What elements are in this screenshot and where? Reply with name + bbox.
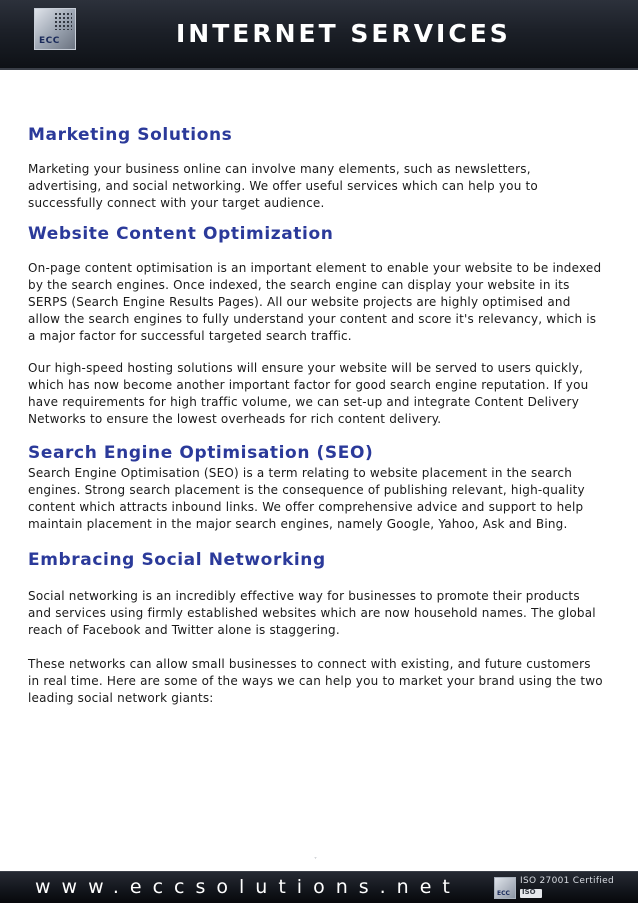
paragraph-social-2: These networks can allow small businesses to connect with existing, and future customers in real time. Here are some of the ways we can help you to market your brand using the two leading social network giants: [28,657,603,705]
logo-dot-pattern [54,12,72,30]
badge-text: ECC [497,890,510,897]
paragraph-social-1: Social networking is an incredibly effective way for businesses to promote their products and services using firmly established websites which are now household names. The global reach of Facebook and Twitter alone is staggering. [28,589,596,637]
main-content [28,120,604,707]
heading-social-networking: Embracing Social Networking [28,550,326,570]
paragraph-seo: Search Engine Optimisation (SEO) is a term relating to website placement in the search engines. Strong search placement is the consequence of publishing relevant, high-quality content which attracts inbound links. We offer comprehensive advice and support to help maintain placement in the major search engines, namely Google, Yahoo, Ask and Bing. [28,466,585,531]
logo-text: ECC [39,36,60,46]
paragraph-hosting: Our high-speed hosting solutions will ensure your website will be served to users quickly, which has now become another important factor for good search engine reputation. If you have requirements for high traffic volume, we can set-up and integrate Content Delivery Networks to ensure the lowest overheads for rich content delivery. [28,361,589,426]
page-header [0,0,638,70]
ecc-logo [34,8,76,50]
heading-marketing-solutions: Marketing Solutions [28,125,233,145]
iso-certified-label: ISO 27001 Certified [520,876,614,886]
paragraph-content-optimisation: On-page content optimisation is an important element to enable your website to be indexed by the search engines. Once indexed, the search engine can display your website in its SERPS (Search Engine Results Pages). All our website projects are highly optimised and allow the search engines to fully understand your content and score it's relevancy, which is a major factor for successful targeted search traffic. [28,261,602,343]
heading-website-content-optimization: Website Content Optimization [28,224,334,244]
paragraph-marketing: Marketing your business online can involve many elements, such as newsletters, advertising, and social networking. We offer useful services which can help you to successfully connect with your target audience. [28,162,538,210]
iso-mark-text: ISO [522,888,536,896]
iso-mark-icon [520,889,542,898]
page-marker: ˬ [314,852,317,859]
page-footer [0,871,638,903]
footer-website-url: www.eccsolutions.net [35,876,461,898]
ecc-badge-icon [494,877,516,899]
heading-seo: Search Engine Optimisation (SEO) [28,443,374,463]
page-title: INTERNET SERVICES [176,19,511,48]
